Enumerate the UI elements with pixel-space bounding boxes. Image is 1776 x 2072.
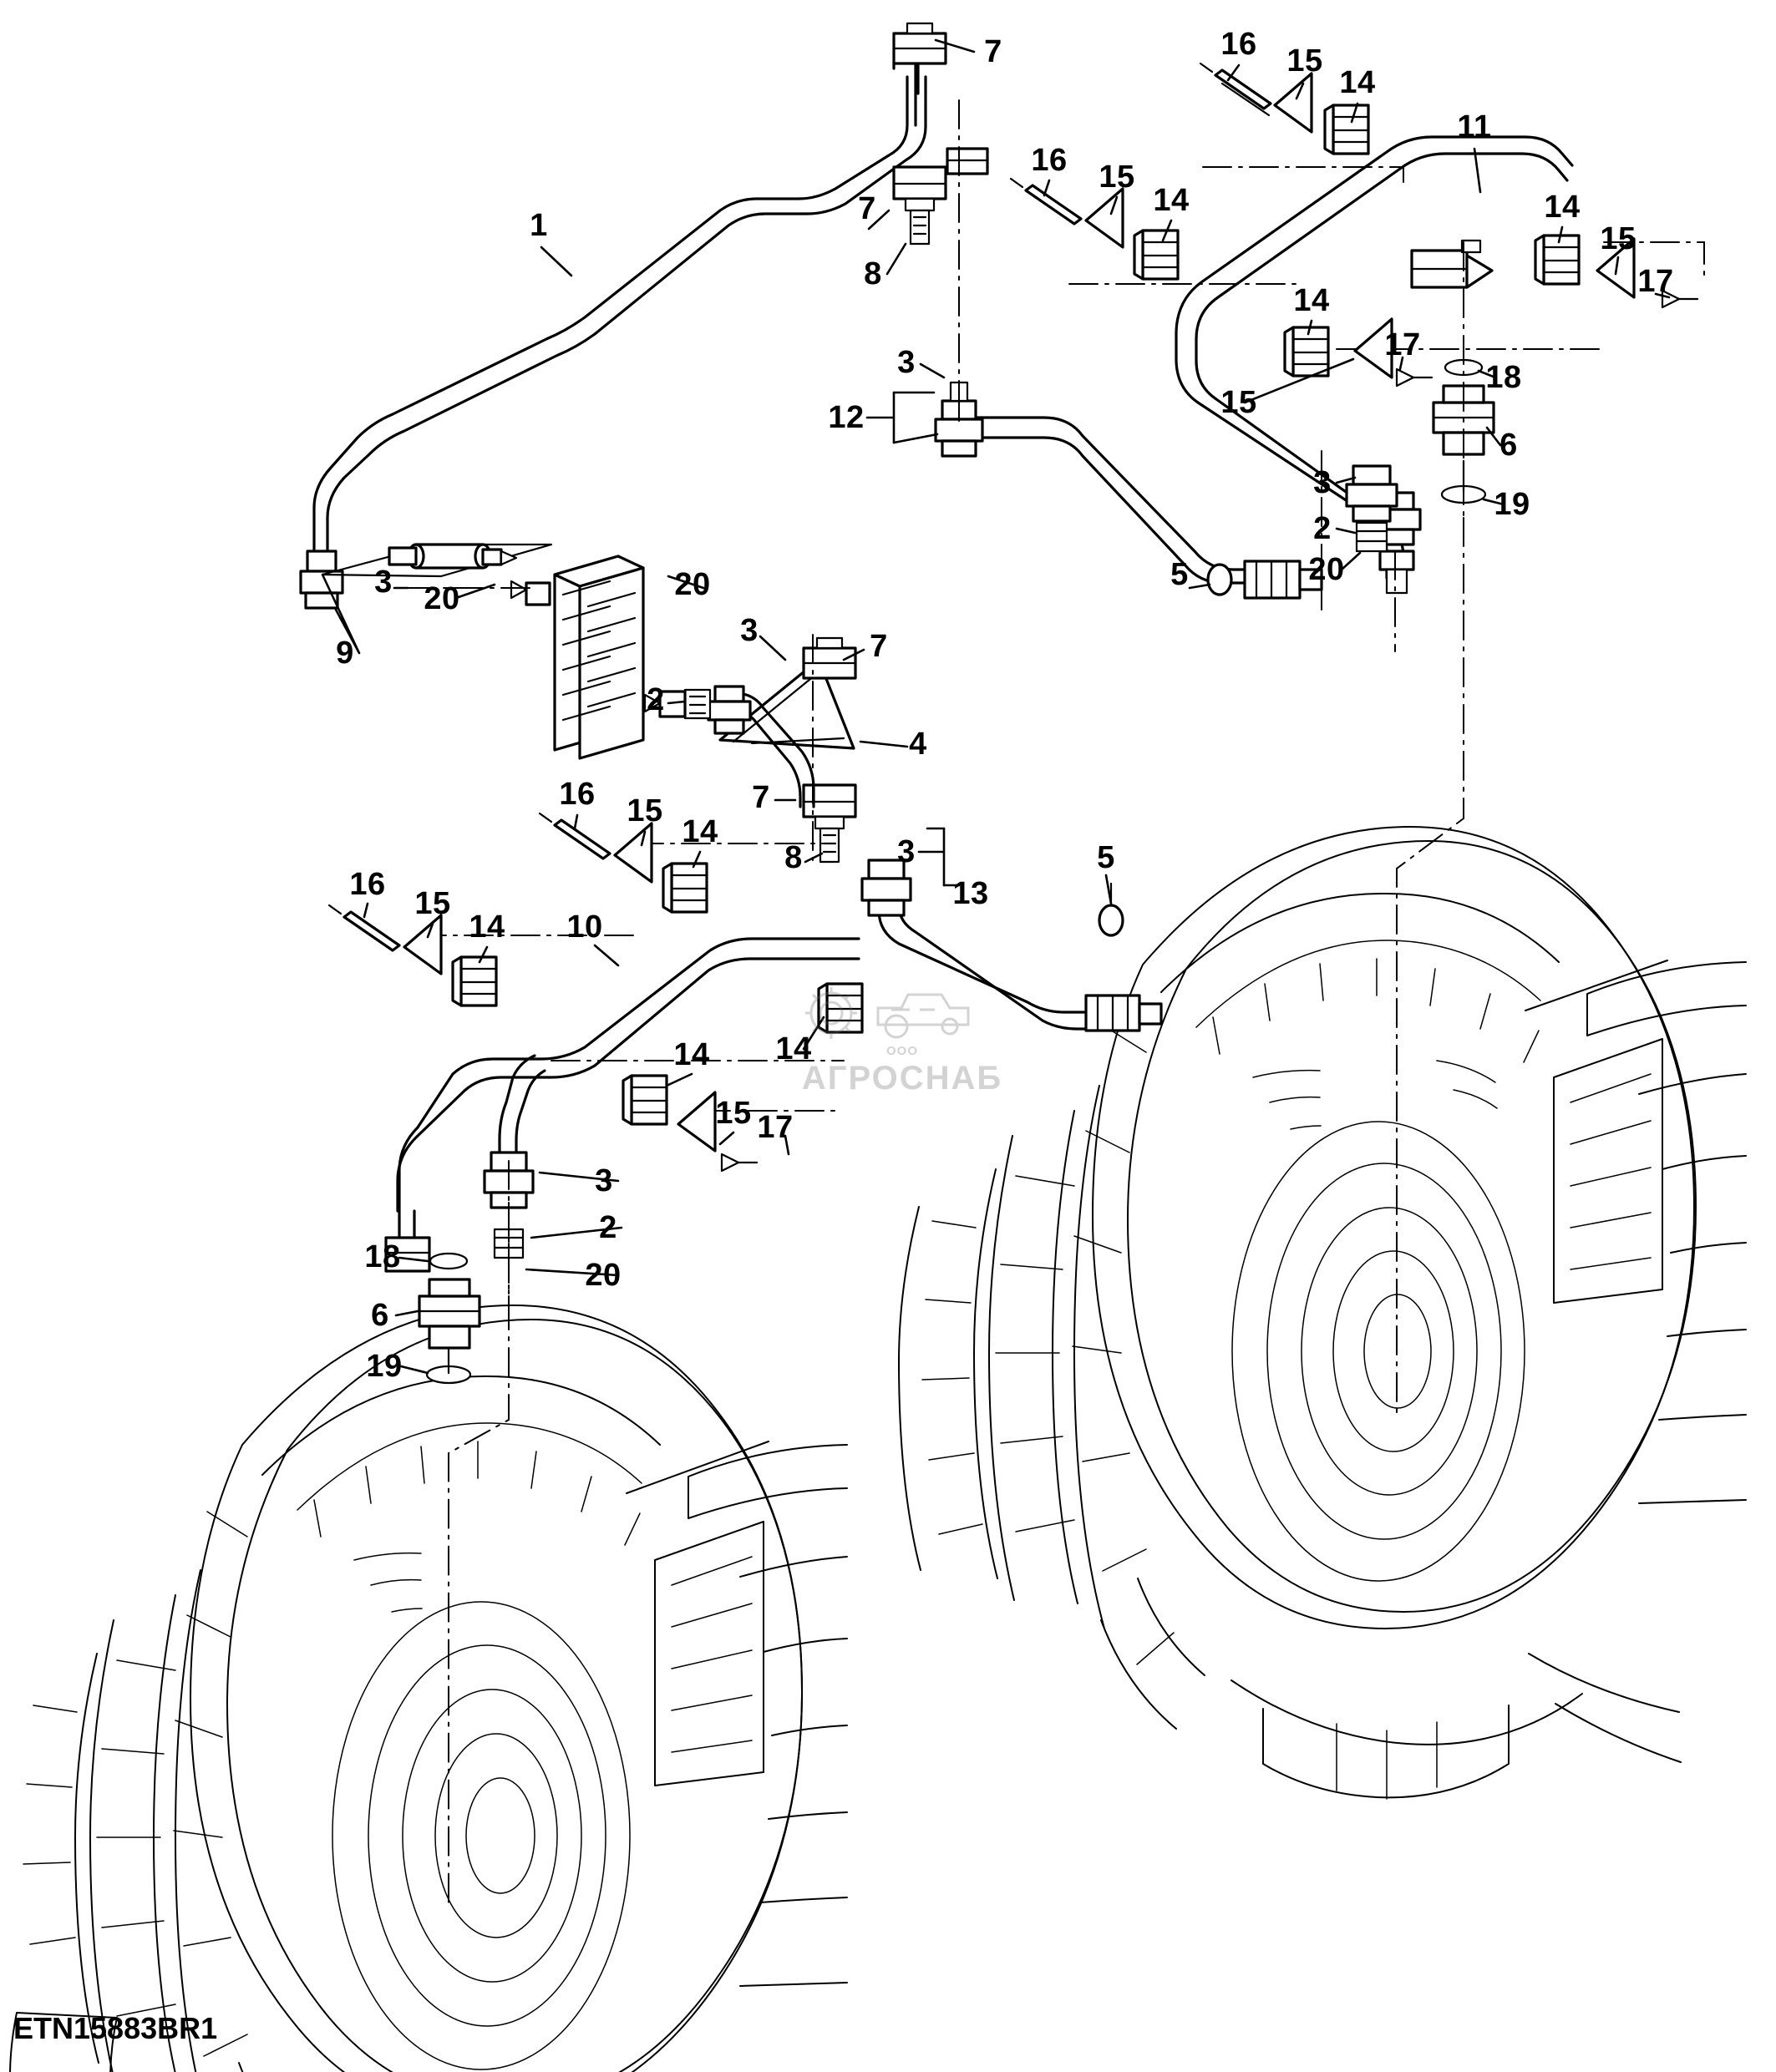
callout-15: 15 [1099, 160, 1135, 195]
axle-housing-right [899, 827, 1746, 1799]
callout-3: 3 [897, 345, 916, 380]
hydraulic-tube-13 [862, 860, 1161, 1031]
callout-19: 19 [366, 1349, 403, 1384]
callout-18: 18 [1485, 360, 1522, 395]
axle-housing-left [10, 1305, 847, 2072]
callout-16: 16 [349, 867, 386, 902]
callout-19: 19 [1494, 487, 1530, 522]
callout-10: 10 [566, 909, 603, 945]
callout-7: 7 [858, 191, 876, 226]
callout-17: 17 [1637, 264, 1674, 299]
callout-15: 15 [627, 793, 663, 828]
callout-7: 7 [870, 629, 888, 664]
callout-2: 2 [1313, 511, 1332, 546]
callout-2: 2 [647, 682, 665, 717]
callout-14: 14 [775, 1031, 812, 1066]
hydraulic-tube-1 [301, 60, 926, 608]
callout-2: 2 [599, 1210, 617, 1245]
callout-14: 14 [1339, 65, 1376, 100]
bracket-4 [720, 638, 855, 862]
callout-20: 20 [585, 1258, 622, 1293]
callout-5: 5 [1170, 557, 1189, 592]
callout-5: 5 [1097, 840, 1115, 875]
callout-8: 8 [784, 840, 803, 875]
callout-16: 16 [559, 777, 596, 812]
callout-1: 1 [530, 208, 548, 243]
callout-3: 3 [740, 613, 759, 648]
clamp-block-7-top [894, 23, 946, 63]
callout-14: 14 [1293, 283, 1330, 318]
watermark-prefix: OOO [885, 1044, 918, 1058]
callout-3: 3 [374, 565, 393, 600]
callout-6: 6 [1499, 428, 1518, 463]
callout-6: 6 [371, 1298, 389, 1333]
callout-15: 15 [414, 886, 451, 921]
callout-9: 9 [336, 636, 354, 671]
drawing-number: ETN15883BR1 [13, 2011, 218, 2045]
hydraulic-tube-12 [936, 382, 1322, 598]
callout-8: 8 [864, 256, 882, 291]
hex-fitting-top [947, 149, 987, 174]
callout-20: 20 [424, 581, 460, 616]
callout-12: 12 [828, 400, 865, 435]
callout-16: 16 [1220, 27, 1257, 62]
callout-3: 3 [1313, 465, 1332, 500]
callout-20: 20 [674, 567, 711, 602]
callout-15: 15 [1220, 385, 1257, 420]
callout-15: 15 [1600, 221, 1636, 256]
callout-3: 3 [595, 1163, 613, 1198]
callout-4: 4 [909, 727, 927, 762]
hydraulic-branch-lower [485, 1056, 545, 1258]
callout-7: 7 [984, 34, 1002, 69]
callout-17: 17 [1384, 327, 1421, 362]
callout-20: 20 [1308, 552, 1345, 587]
callout-15: 15 [1286, 43, 1323, 79]
callout-16: 16 [1031, 143, 1068, 178]
callout-17: 17 [757, 1110, 794, 1145]
fitting-stack-left [419, 1254, 480, 1383]
callout-14: 14 [469, 909, 505, 945]
callout-14: 14 [682, 814, 718, 849]
callout-11: 11 [1457, 109, 1492, 144]
callout-14: 14 [673, 1037, 710, 1072]
callout-3: 3 [897, 834, 916, 869]
callout-14: 14 [1544, 190, 1581, 225]
callout-15: 15 [715, 1096, 752, 1131]
callout-18: 18 [364, 1239, 401, 1274]
callout-14: 14 [1153, 183, 1190, 218]
clamp-block-7-upper-second [894, 167, 946, 244]
watermark-company: АГРОСНАБ [801, 1060, 1003, 1097]
callout-13: 13 [952, 876, 989, 911]
valve-block [555, 556, 643, 758]
callout-7: 7 [752, 780, 770, 815]
